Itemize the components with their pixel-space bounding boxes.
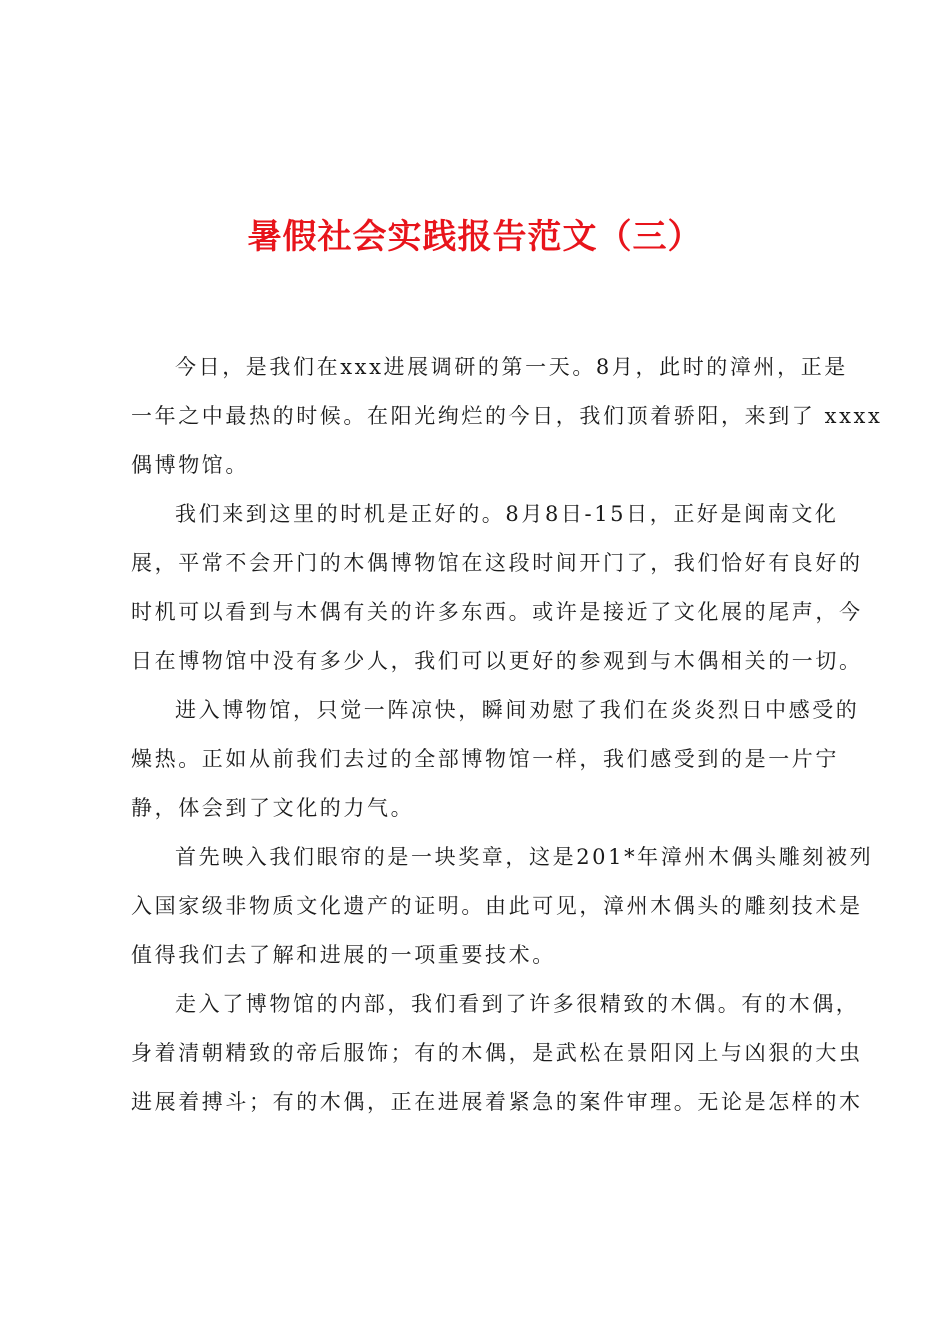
paragraph-line: 身着清朝精致的帝后服饰；有的木偶，是武松在景阳冈上与凶狠的大虫 — [131, 1041, 863, 1065]
paragraph-line: 今日，是我们在xxx进展调研的第一天。8月，此时的漳州，正是 — [175, 355, 848, 379]
paragraph-line: 时机可以看到与木偶有关的许多东西。或许是接近了文化展的尾声，今 — [131, 600, 863, 624]
paragraph-line: 进入博物馆，只觉一阵凉快，瞬间劝慰了我们在炎炎烈日中感受的 — [175, 698, 860, 722]
document-title: 暑假社会实践报告范文（三） — [247, 217, 703, 257]
paragraph-line: 偶博物馆。 — [131, 453, 249, 477]
paragraph-line: 走入了博物馆的内部，我们看到了许多很精致的木偶。有的木偶， — [175, 992, 860, 1016]
paragraph-1 — [131, 343, 883, 490]
paragraph-line: 我们来到这里的时机是正好的。8月8日-15日，正好是闽南文化 — [175, 502, 839, 526]
document-body — [131, 343, 883, 1127]
paragraph-line: 值得我们去了解和进展的一项重要技术。 — [131, 943, 556, 967]
paragraph-line: 一年之中最热的时候。在阳光绚烂的今日，我们顶着骄阳，来到了 xxxx — [131, 404, 883, 428]
paragraph-line: 燥热。正如从前我们去过的全部博物馆一样，我们感受到的是一片宁 — [131, 747, 839, 771]
paragraph-2 — [131, 490, 863, 686]
paragraph-4 — [131, 833, 874, 980]
paragraph-5 — [131, 980, 863, 1127]
paragraph-3 — [131, 686, 860, 833]
paragraph-line: 展，平常不会开门的木偶博物馆在这段时间开门了，我们恰好有良好的 — [131, 551, 863, 575]
paragraph-line: 入国家级非物质文化遗产的证明。由此可见，漳州木偶头的雕刻技术是 — [131, 894, 863, 918]
paragraph-line: 静，体会到了文化的力气。 — [131, 796, 415, 820]
paragraph-line: 首先映入我们眼帘的是一块奖章，这是201*年漳州木偶头雕刻被列 — [175, 845, 874, 869]
paragraph-line: 进展着搏斗；有的木偶，正在进展着紧急的案件审理。无论是怎样的木 — [131, 1090, 863, 1114]
paragraph-line: 日在博物馆中没有多少人，我们可以更好的参观到与木偶相关的一切。 — [131, 649, 863, 673]
